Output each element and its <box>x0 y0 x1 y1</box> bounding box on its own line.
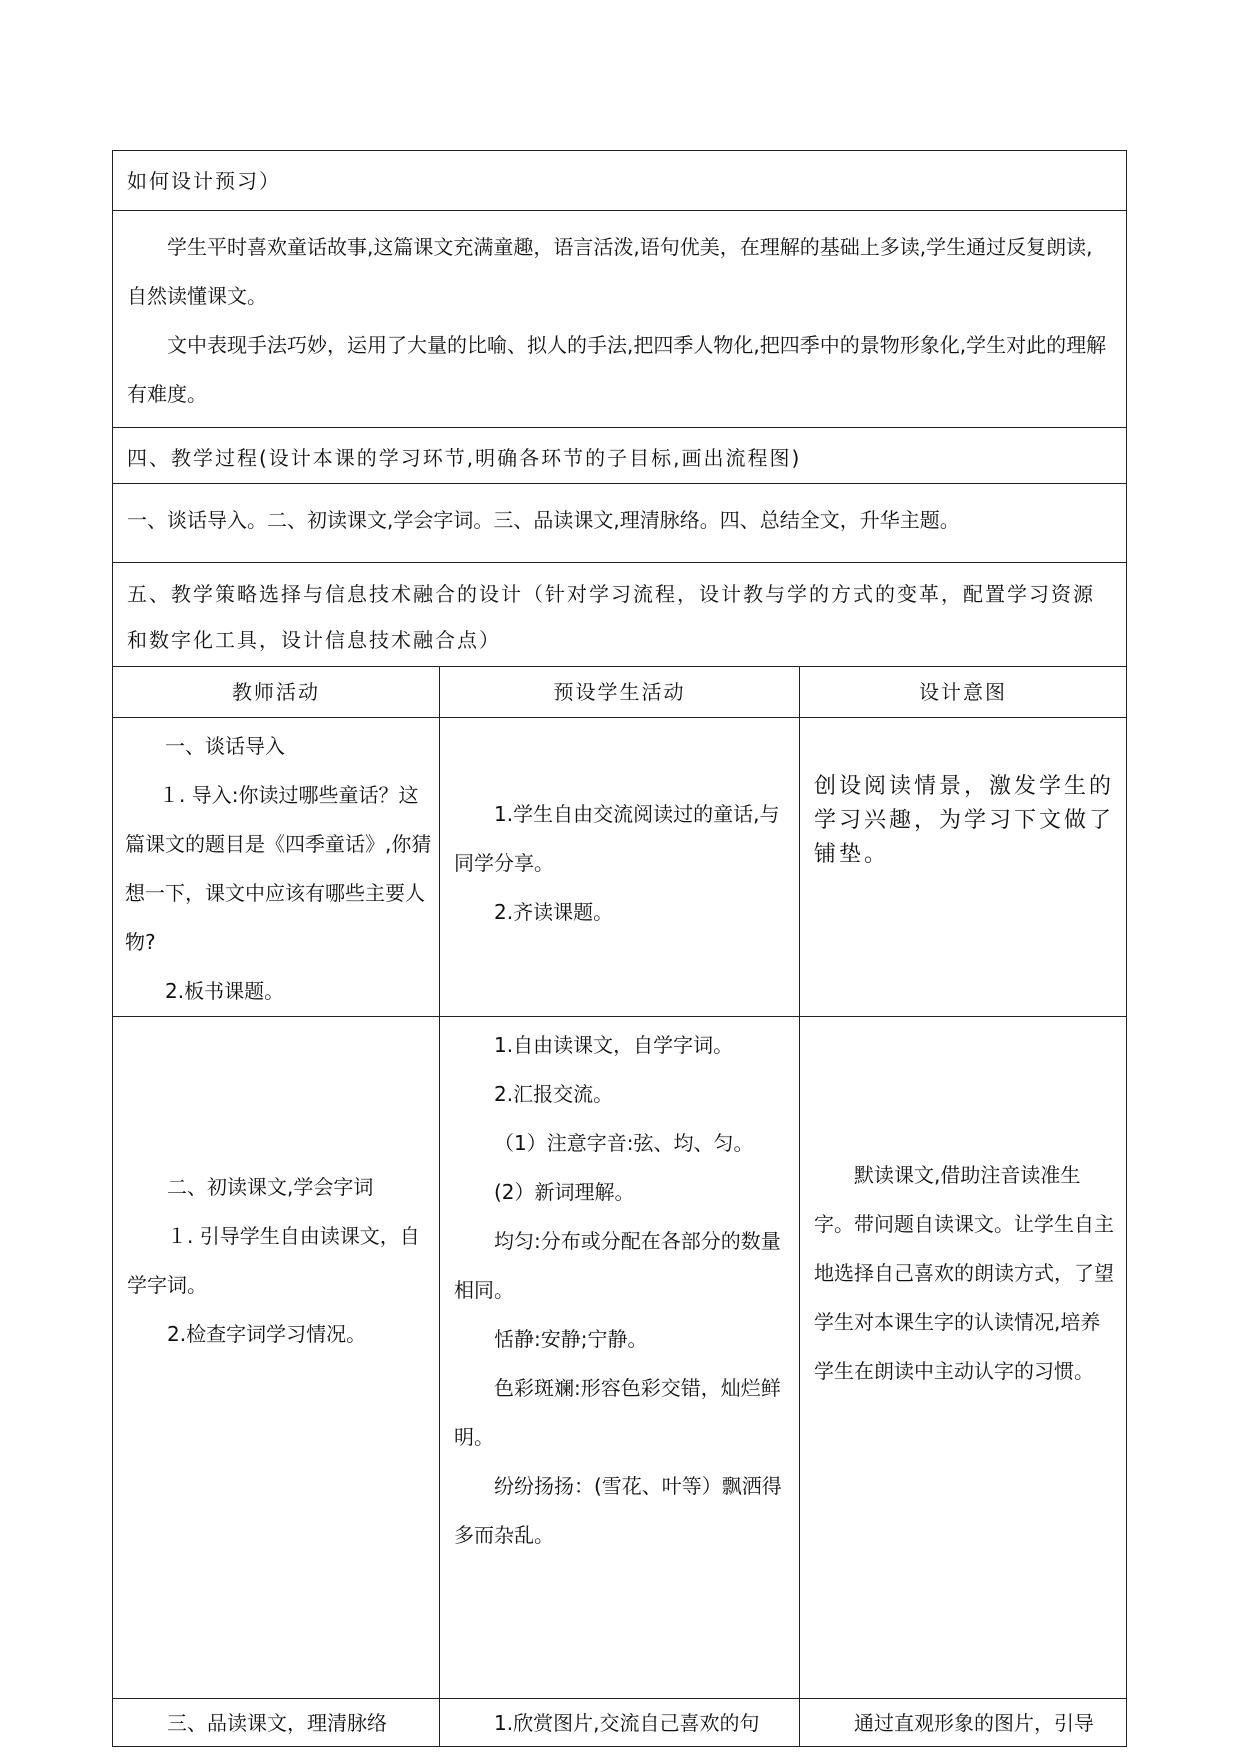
section4-steps-row <box>113 484 1127 563</box>
student-activity-cell <box>440 718 800 1017</box>
column-header-student: 预设学生活动 <box>440 667 800 718</box>
student-activity-line: 2.齐读课题。 <box>494 900 614 924</box>
student-activity-line: 色彩斑斓:形容色彩交错，灿烂鲜明。 <box>454 1376 781 1449</box>
design-intent-text: 创设阅读情景，激发学生的学习兴趣，为学习下文做了铺垫。 <box>814 774 1115 867</box>
teacher-activity-line: 2.板书课题。 <box>165 979 285 1003</box>
section5-heading-cell <box>113 563 1127 667</box>
student-activity-line: 2.汇报交流。 <box>494 1082 614 1106</box>
column-header-row <box>113 667 1127 718</box>
section4-heading-row <box>113 428 1127 484</box>
section4-heading: 四、教学过程(设计本课的学习环节,明确各环节的子目标,画出流程图) <box>127 446 802 470</box>
section4-steps-cell <box>113 484 1127 563</box>
section4-heading-cell <box>113 428 1127 484</box>
section4-steps: 一、谈话导入。二、初读课文,学会字词。三、品读课文,理清脉络。四、总结全文，升华主题。 <box>127 508 960 532</box>
teacher-activity-cell <box>113 1017 440 1699</box>
analysis-row <box>113 211 1127 428</box>
design-intent-cell <box>800 718 1127 1017</box>
design-intent-cell <box>800 1017 1127 1699</box>
design-intent-text: 通过直观形象的图片，引导 <box>854 1711 1094 1735</box>
teacher-activity-line: １. 导入:你读过哪些童话？这篇课文的题目是《四季童话》,你猜想一下，课文中应该有哪些主要人物? <box>125 783 432 954</box>
student-activity-cell <box>440 1699 800 1747</box>
analysis-paragraph: 文中表现手法巧妙，运用了大量的比喻、拟人的手法,把四季人物化,把四季中的景物形象化,学生对此的理解有难度。 <box>127 333 1107 406</box>
student-activity-line: 1.欣赏图片,交流自己喜欢的句 <box>494 1711 760 1735</box>
design-intent-cell <box>800 1699 1127 1747</box>
teacher-activity-line: 二、初读课文,学会字词 <box>167 1175 374 1199</box>
teacher-activity-line: 2.检查字词学习情况。 <box>167 1322 367 1346</box>
teacher-activity-cell <box>113 1699 440 1747</box>
teacher-activity-line: 一、谈话导入 <box>165 734 285 758</box>
student-activity-line: 1.自由读课文，自学字词。 <box>494 1033 734 1057</box>
teacher-activity-cell <box>113 718 440 1017</box>
student-activity-cell <box>440 1017 800 1699</box>
section-tail-text: 如何设计预习） <box>127 169 281 193</box>
student-activity-line: 恬静:安静;宁静。 <box>494 1327 648 1351</box>
section-tail-cell <box>113 151 1127 211</box>
column-header-teacher: 教师活动 <box>113 667 440 718</box>
analysis-paragraph: 学生平时喜欢童话故事,这篇课文充满童趣，语言活泼,语句优美，在理解的基础上多读,学生通过反复朗读,自然读懂课文。 <box>127 235 1093 308</box>
analysis-cell <box>113 211 1127 428</box>
student-activity-line: 均匀:分布或分配在各部分的数量相同。 <box>454 1229 781 1302</box>
section5-heading-row <box>113 563 1127 667</box>
student-activity-line: 纷纷扬扬：(雪花、叶等）飘洒得多而杂乱。 <box>454 1474 782 1547</box>
column-header-intent: 设计意图 <box>800 667 1127 718</box>
table-row <box>113 718 1127 1017</box>
teacher-activity-line: １. 引导学生自由读课文，自学字词。 <box>127 1224 420 1297</box>
student-activity-line: (2）新词理解。 <box>494 1180 635 1204</box>
table-row <box>113 1017 1127 1699</box>
section5-heading: 五、教学策略选择与信息技术融合的设计（针对学习流程，设计教与学的方式的变革，配置学习资源和数字化工具，设计信息技术融合点） <box>127 582 1095 652</box>
student-activity-line: 1.学生自由交流阅读过的童话,与同学分享。 <box>454 802 780 875</box>
section-tail-row <box>113 151 1127 211</box>
student-activity-line: （1）注意字音:弦、均、匀。 <box>494 1131 754 1155</box>
table-row <box>113 1699 1127 1747</box>
design-intent-text: 默读课文,借助注音读准生字。带问题自读课文。让学生自主地选择自己喜欢的朗读方式，了望学生对本课生字的认读情况,培养学生在朗读中主动认字的习惯。 <box>814 1163 1114 1383</box>
teacher-activity-line: 三、品读课文，理清脉络 <box>167 1711 387 1735</box>
lesson-plan-table <box>112 150 1127 1747</box>
